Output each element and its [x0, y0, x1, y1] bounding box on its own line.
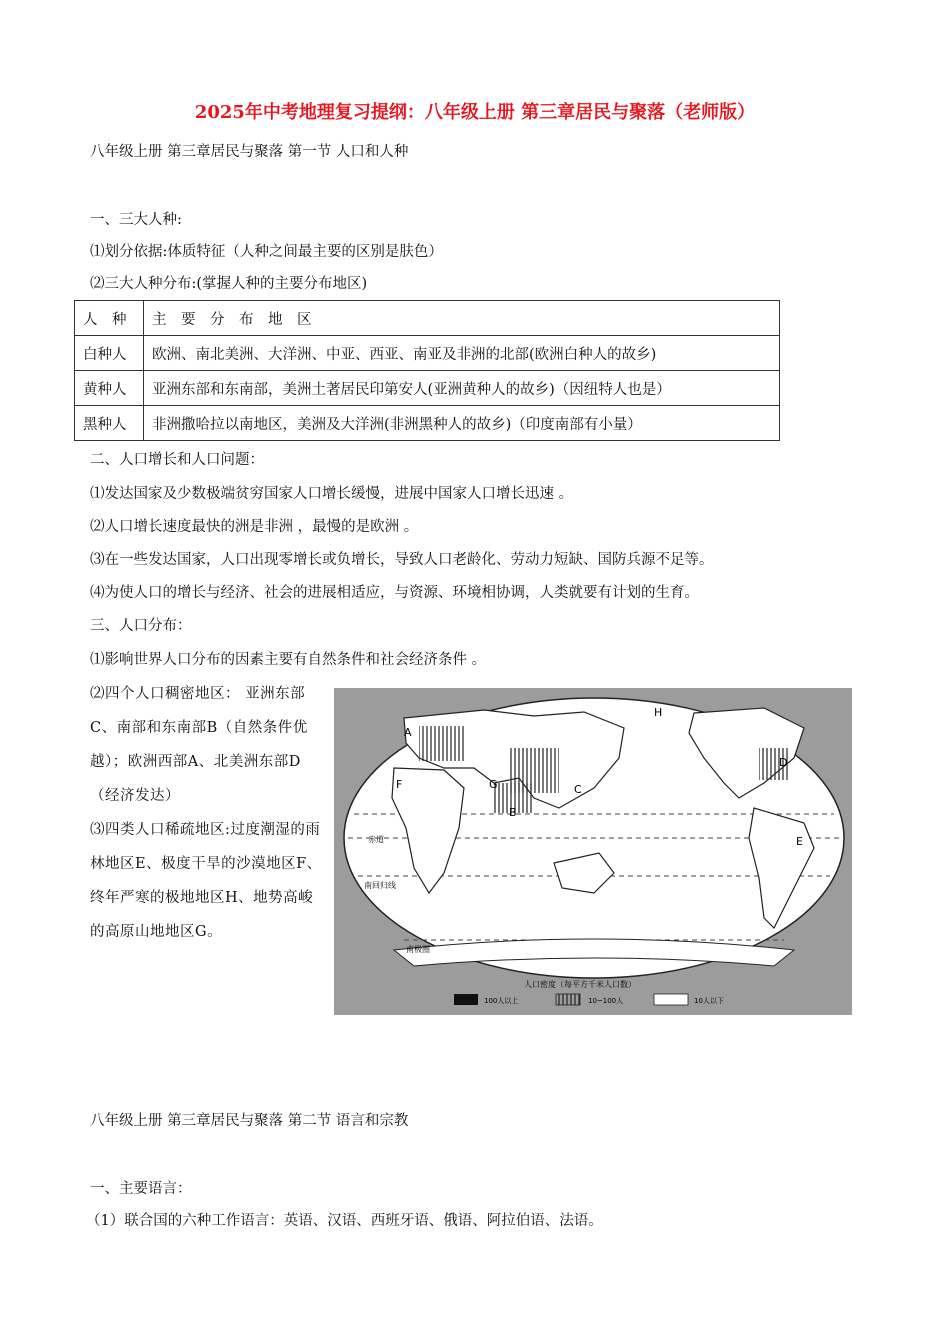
table-row — [75, 371, 780, 406]
equator-label: 赤道 — [368, 835, 384, 844]
map-label: H — [654, 706, 663, 719]
map-label: F — [396, 778, 403, 791]
table-cell: 黑种人 — [75, 406, 144, 441]
dense-regions-text: ⑵四个人口稠密地区： 亚洲东部C、南部和东南部B（自然条件优越）；欧洲西部A、北美洲东部D（经济发达） — [90, 686, 308, 804]
paragraph-line: ⑶在一些发达国家，人口出现零增长或负增长，导致人口老龄化、劳动力短缺、国防兵源不足等。 — [90, 552, 714, 568]
south-tropic-label: 南回归线 — [364, 881, 396, 890]
legend-swatch-low — [654, 994, 688, 1005]
legend-swatch-medium — [556, 994, 580, 1005]
map-label: C — [574, 783, 582, 796]
world-population-map — [334, 688, 852, 1015]
legend-swatch-high — [454, 994, 478, 1005]
map-label: G — [489, 778, 498, 791]
paragraph-line: ⑵三大人种分布:(掌握人种的主要分布地区) — [90, 276, 368, 292]
paragraph-heading: 一、三大人种: — [90, 212, 182, 228]
paragraph-heading: 一、主要语言： — [90, 1181, 192, 1197]
paragraph-line: ⑴划分依据:体质特征（人种之间最主要的区别是肤色） — [90, 244, 443, 260]
document-title: 2025年中考地理复习提纲：八年级上册 第三章居民与聚落（老师版） — [194, 102, 756, 123]
paragraph-line: ⑷为使人口的增长与经济、社会的进展相适应，与资源、环境相协调，人类就要有计划的生育。 — [90, 585, 699, 601]
table-cell: 欧洲、南北美洲、大洋洲、中亚、西亚、南亚及非洲的北部(欧洲白种人的故乡) — [144, 336, 780, 371]
legend-title: 人口密度（每平方千米人口数） — [524, 980, 636, 989]
map-label: A — [404, 726, 412, 739]
table-cell: 黄种人 — [75, 371, 144, 406]
paragraph-line: ⑴影响世界人口分布的因素主要有自然条件和社会经济条件 。 — [90, 652, 487, 668]
table-cell: 白种人 — [75, 336, 144, 371]
paragraph-heading: 二、人口增长和人口问题： — [90, 452, 264, 468]
races-table — [74, 300, 780, 441]
legend-label: 100人以上 — [484, 997, 519, 1005]
paragraph-line: ⑴发达国家及少数极端贫穷国家人口增长缓慢，进展中国家人口增长迅速 。 — [90, 486, 574, 502]
paragraph-heading: 三、人口分布： — [90, 618, 192, 634]
table-header-cell: 主 要 分 布 地 区 — [144, 301, 780, 336]
section-heading-2: 八年级上册 第三章居民与聚落 第二节 语言和宗教 — [90, 1113, 409, 1129]
legend-label: 10~100人 — [588, 997, 624, 1005]
section-heading-1: 八年级上册 第三章居民与聚落 第一节 人口和人种 — [90, 144, 409, 160]
map-label: B — [509, 806, 517, 819]
table-row — [75, 336, 780, 371]
sparse-regions-text: ⑶四类人口稀疏地区:过度潮湿的雨林地区E、极度干旱的沙漠地区F、终年严寒的极地地区H、地势高峻的高原山地地区G。 — [90, 822, 322, 940]
dense-area-europe — [419, 726, 464, 761]
map-graphic — [334, 688, 852, 1015]
paragraph-line: （1）联合国的六种工作语言：英语、汉语、西班牙语、俄语、阿拉伯语、法语。 — [86, 1213, 603, 1229]
table-header-cell: 人 种 — [75, 301, 144, 336]
legend-label: 10人以下 — [694, 997, 724, 1005]
table-cell: 非洲撒哈拉以南地区，美洲及大洋洲(非洲黑种人的故乡)（印度南部有小量） — [144, 406, 780, 441]
paragraph-line: ⑵人口增长速度最快的洲是非洲 ，最慢的是欧洲 。 — [90, 519, 419, 535]
map-label: D — [779, 756, 788, 769]
antarctic-circle-label: 南极圈 — [406, 945, 430, 954]
map-label: E — [796, 835, 803, 848]
table-header-row — [75, 301, 780, 336]
table-cell: 亚洲东部和东南部，美洲土著居民印第安人(亚洲黄种人的故乡)（因纽特人也是） — [144, 371, 780, 406]
table-row — [75, 406, 780, 441]
